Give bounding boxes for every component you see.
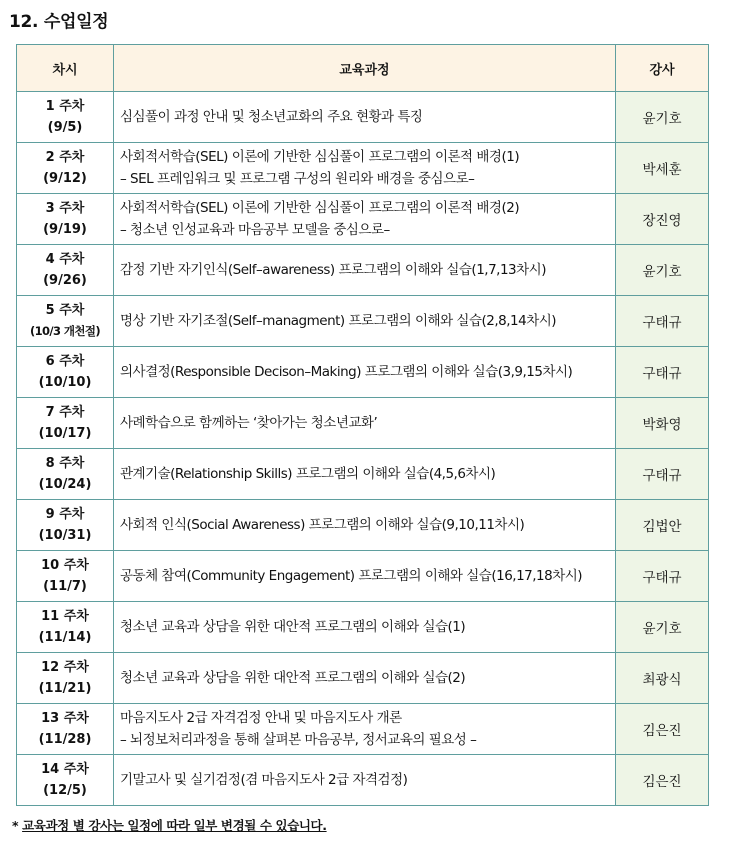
header-lecturer: 강사 <box>616 45 709 92</box>
session-label: 14 주차 <box>41 762 89 777</box>
lecturer-cell: 김법안 <box>616 500 709 551</box>
session-date: (11/28) <box>38 732 92 747</box>
lecturer-cell: 윤기호 <box>616 602 709 653</box>
session-date: (11/7) <box>43 579 87 594</box>
lecturer-cell: 김은진 <box>616 755 709 806</box>
session-label: 4 주차 <box>45 252 85 267</box>
session-date: (9/12) <box>43 171 87 186</box>
course-subtitle: – 청소년 인성교육과 마음공부 모델을 중심으로– <box>120 222 390 238</box>
session-label: 8 주차 <box>45 456 85 471</box>
session-date: (9/5) <box>47 120 83 135</box>
course-cell <box>114 500 616 551</box>
session-cell <box>17 704 114 755</box>
session-label: 6 주차 <box>45 354 85 369</box>
table-row <box>17 449 709 500</box>
session-cell <box>17 398 114 449</box>
session-date: (9/19) <box>43 222 87 237</box>
footnote-text: 교육과정 별 강사는 일정에 따라 일부 변경될 수 있습니다. <box>22 818 327 833</box>
header-session: 차시 <box>17 45 114 92</box>
schedule-table <box>16 44 709 806</box>
session-label: 3 주차 <box>45 201 85 216</box>
table-row <box>17 296 709 347</box>
session-date: (10/17) <box>38 426 92 441</box>
course-cell <box>114 449 616 500</box>
session-label: 10 주차 <box>41 558 89 573</box>
session-date: (10/10) <box>38 375 92 390</box>
course-title: 기말고사 및 실기검정(겸 마음지도사 2급 자격검정) <box>120 772 408 788</box>
course-cell <box>114 602 616 653</box>
course-cell <box>114 398 616 449</box>
course-cell <box>114 194 616 245</box>
session-date: (9/26) <box>43 273 87 288</box>
session-date: (10/3 개천절) <box>29 324 101 338</box>
lecturer-cell: 최광식 <box>616 653 709 704</box>
course-subtitle: – SEL 프레임워크 및 프로그램 구성의 원리와 배경을 중심으로– <box>120 171 475 187</box>
session-label: 5 주차 <box>45 303 85 318</box>
session-label: 11 주차 <box>41 609 89 624</box>
lecturer-cell: 구태규 <box>616 449 709 500</box>
course-cell <box>114 704 616 755</box>
session-date: (12/5) <box>43 783 87 798</box>
table-row <box>17 245 709 296</box>
table-row <box>17 704 709 755</box>
session-label: 7 주차 <box>45 405 85 420</box>
session-date: (11/21) <box>38 681 92 696</box>
table-header-row <box>17 45 709 92</box>
session-cell <box>17 347 114 398</box>
session-cell <box>17 92 114 143</box>
session-date: (10/24) <box>38 477 92 492</box>
course-title: 감정 기반 자기인식(Self–awareness) 프로그램의 이해와 실습(1,7,13차시) <box>120 262 546 278</box>
course-title: 청소년 교육과 상담을 위한 대안적 프로그램의 이해와 실습(2) <box>120 670 466 686</box>
lecturer-cell: 구태규 <box>616 296 709 347</box>
course-cell <box>114 92 616 143</box>
session-cell <box>17 245 114 296</box>
course-title: 청소년 교육과 상담을 위한 대안적 프로그램의 이해와 실습(1) <box>120 619 466 635</box>
table-row <box>17 500 709 551</box>
course-title: 사회적서학습(SEL) 이론에 기반한 심심풀이 프로그램의 이론적 배경(2) <box>120 200 520 216</box>
course-title: 사회적서학습(SEL) 이론에 기반한 심심풀이 프로그램의 이론적 배경(1) <box>120 149 520 165</box>
footnote <box>12 816 327 834</box>
course-title: 공동체 참여(Community Engagement) 프로그램의 이해와 실습(16,17,18차시) <box>120 568 583 584</box>
session-label: 2 주차 <box>45 150 85 165</box>
lecturer-cell: 구태규 <box>616 347 709 398</box>
section-title: 12. 수업일정 <box>9 12 109 32</box>
table-row <box>17 755 709 806</box>
session-label: 9 주차 <box>45 507 85 522</box>
lecturer-cell: 구태규 <box>616 551 709 602</box>
session-cell <box>17 143 114 194</box>
course-title: 사례학습으로 함께하는 ‘찾아가는 청소년교화’ <box>120 415 378 431</box>
course-subtitle: – 뇌정보처리과정을 통해 살펴본 마음공부, 정서교육의 필요성 – <box>120 732 477 748</box>
course-title: 마음지도사 2급 자격검정 안내 및 마음지도사 개론 <box>120 710 402 726</box>
header-course: 교육과정 <box>114 45 616 92</box>
footnote-asterisk: * <box>12 818 19 833</box>
course-cell <box>114 755 616 806</box>
course-title: 심심풀이 과정 안내 및 청소년교화의 주요 현황과 특징 <box>120 109 423 125</box>
table-row <box>17 347 709 398</box>
course-title: 사회적 인식(Social Awareness) 프로그램의 이해와 실습(9,10,11차시) <box>120 517 525 533</box>
lecturer-cell: 김은진 <box>616 704 709 755</box>
table-row <box>17 602 709 653</box>
lecturer-cell: 윤기호 <box>616 245 709 296</box>
lecturer-cell: 박세훈 <box>616 143 709 194</box>
lecturer-cell: 윤기호 <box>616 92 709 143</box>
session-label: 12 주차 <box>41 660 89 675</box>
course-cell <box>114 143 616 194</box>
table-row <box>17 194 709 245</box>
course-cell <box>114 347 616 398</box>
course-cell <box>114 245 616 296</box>
course-cell <box>114 551 616 602</box>
session-label: 1 주차 <box>45 99 85 114</box>
table-row <box>17 551 709 602</box>
session-cell <box>17 755 114 806</box>
course-title: 의사결정(Responsible Decison–Making) 프로그램의 이해와 실습(3,9,15차시) <box>120 364 573 380</box>
session-cell <box>17 653 114 704</box>
course-title: 관계기술(Relationship Skills) 프로그램의 이해와 실습(4,5,6차시) <box>120 466 496 482</box>
session-date: (10/31) <box>38 528 92 543</box>
session-cell <box>17 500 114 551</box>
table-row <box>17 398 709 449</box>
session-cell <box>17 449 114 500</box>
lecturer-cell: 박화영 <box>616 398 709 449</box>
table-row <box>17 92 709 143</box>
course-cell <box>114 653 616 704</box>
course-cell <box>114 296 616 347</box>
course-title: 명상 기반 자기조절(Self–managment) 프로그램의 이해와 실습(2,8,14차시) <box>120 313 557 329</box>
session-cell <box>17 194 114 245</box>
session-date: (11/14) <box>38 630 92 645</box>
session-cell <box>17 602 114 653</box>
session-cell <box>17 551 114 602</box>
session-cell <box>17 296 114 347</box>
lecturer-cell: 장진영 <box>616 194 709 245</box>
table-row <box>17 653 709 704</box>
session-label: 13 주차 <box>41 711 89 726</box>
table-row <box>17 143 709 194</box>
